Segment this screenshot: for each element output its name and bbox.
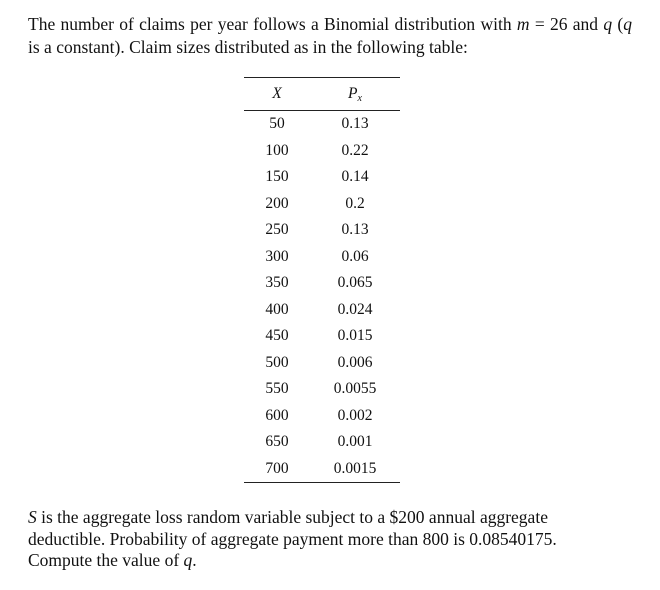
cell-p: 0.13 xyxy=(341,115,369,133)
cell-p: 0.22 xyxy=(341,141,369,159)
cell-x: 550 xyxy=(265,380,289,398)
table-row xyxy=(244,403,400,430)
cell-x: 250 xyxy=(265,221,289,239)
table-row xyxy=(244,350,400,377)
header-p-sub: x xyxy=(357,92,362,104)
cell-x: 150 xyxy=(265,168,289,186)
problem-text-2: is a constant). Claim sizes distributed as in the following table: xyxy=(28,37,468,57)
cell-p: 0.065 xyxy=(337,274,373,292)
m-value: 26 xyxy=(549,14,568,34)
equals-sign: = xyxy=(529,14,550,34)
table-row xyxy=(244,270,400,297)
cell-p: 0.0055 xyxy=(333,380,377,398)
cell-p: 0.015 xyxy=(337,327,373,345)
question-body: is the aggregate loss random variable subject to a $200 annual aggregate deductible. Probability of aggregate payment more than 800 is 0.08540175. Compute the value of xyxy=(28,507,557,570)
cell-p: 0.006 xyxy=(337,353,373,371)
cell-x: 650 xyxy=(265,433,289,451)
cell-p: 0.14 xyxy=(341,168,369,186)
table-row xyxy=(244,297,400,324)
table-row xyxy=(244,138,400,165)
claim-size-table xyxy=(244,77,400,483)
m-symbol: m xyxy=(516,14,530,34)
question-text xyxy=(28,507,608,572)
cell-x: 700 xyxy=(265,459,289,477)
problem-text-1: The number of claims per year follows a Binomial distribution with xyxy=(28,14,517,34)
table-header-row xyxy=(244,78,400,111)
cell-p: 0.06 xyxy=(341,247,369,265)
cell-p: 0.002 xyxy=(337,406,373,424)
table-row xyxy=(244,164,400,191)
table-row xyxy=(244,111,400,138)
cell-x: 100 xyxy=(265,141,289,159)
cell-p: 0.13 xyxy=(341,221,369,239)
table-row xyxy=(244,191,400,218)
table-row xyxy=(244,217,400,244)
cell-x: 400 xyxy=(265,300,289,318)
q-symbol-question: q xyxy=(183,550,193,570)
s-symbol: S xyxy=(28,507,37,527)
table-row xyxy=(244,456,400,483)
table-row xyxy=(244,429,400,456)
problem-statement xyxy=(28,13,632,59)
cell-p: 0.024 xyxy=(337,300,373,318)
cell-x: 450 xyxy=(265,327,289,345)
q-symbol: q xyxy=(603,14,613,34)
table-row xyxy=(244,244,400,271)
cell-x: 500 xyxy=(265,353,289,371)
q-symbol-2: q xyxy=(623,14,632,34)
question-end: . xyxy=(192,550,197,570)
table-row xyxy=(244,323,400,350)
cell-x: 350 xyxy=(265,274,289,292)
header-p-main: P xyxy=(348,84,358,102)
cell-p: 0.0015 xyxy=(333,459,377,477)
and-text: and xyxy=(567,14,604,34)
header-x: X xyxy=(272,85,282,102)
table-row xyxy=(244,376,400,403)
table-body xyxy=(244,111,400,483)
cell-p: 0.001 xyxy=(337,433,373,451)
cell-x: 300 xyxy=(265,247,289,265)
cell-x: 50 xyxy=(269,115,285,133)
header-p xyxy=(310,78,400,111)
claim-size-table-wrapper xyxy=(244,77,400,483)
cell-x: 200 xyxy=(265,194,289,212)
cell-x: 600 xyxy=(265,406,289,424)
cell-p: 0.2 xyxy=(345,194,365,212)
paren-open: ( xyxy=(612,14,624,34)
